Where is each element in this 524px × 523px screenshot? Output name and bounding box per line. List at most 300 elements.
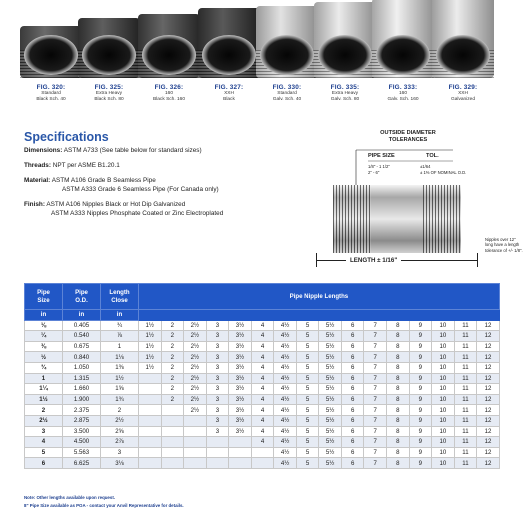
- nipple-length-cell: 6: [341, 447, 364, 458]
- nipple-length-cell: [206, 447, 229, 458]
- spec-value: NPT per ASME B1.20.1: [52, 162, 120, 169]
- tolerance-lines: [288, 128, 524, 188]
- nipple-length-cell: 3: [206, 394, 229, 405]
- nipple-length-cell: 1½: [139, 352, 162, 363]
- nipple-length-cell: [184, 447, 207, 458]
- nipple-length-cell: 2½: [184, 341, 207, 352]
- spec-label: Threads:: [24, 162, 51, 169]
- nipple-length-cell: 3½: [229, 415, 252, 426]
- nipple-length-cell: 5½: [319, 362, 342, 373]
- nipple-length-cell: 2: [161, 320, 184, 331]
- pipe-size-cell: 6: [25, 458, 63, 469]
- pipe-od-cell: 2.875: [63, 415, 101, 426]
- table-row: [25, 384, 500, 395]
- nipple-length-cell: 4½: [274, 362, 297, 373]
- nipple-length-cell: 12: [477, 331, 500, 342]
- nipple-length-cell: 1½: [139, 362, 162, 373]
- close-length-cell: ¾: [101, 320, 139, 331]
- nipple-length-cell: 4½: [274, 415, 297, 426]
- unit-cell: in: [101, 310, 139, 321]
- close-length-cell: 1⅝: [101, 384, 139, 395]
- nipple-length-cell: 6: [341, 341, 364, 352]
- nipple-length-cell: 5½: [319, 320, 342, 331]
- nipple-length-cell: [161, 426, 184, 437]
- pipe-od-cell: 0.540: [63, 331, 101, 342]
- nipple-length-cell: 2½: [184, 331, 207, 342]
- table-row: [25, 458, 500, 469]
- tolerance-value: ±1/64: [420, 164, 431, 169]
- figure-label: [372, 84, 434, 103]
- nipple-length-cell: 8: [387, 394, 410, 405]
- nipple-length-cell: [161, 458, 184, 469]
- pipe-od-cell: 5.563: [63, 447, 101, 458]
- pipe-nipple-image: [20, 26, 82, 78]
- spec-value: ASTM A106 Grade B Seamless Pipe: [51, 177, 156, 184]
- nipple-length-cell: 11: [454, 415, 477, 426]
- nipple-length-cell: 11: [454, 437, 477, 448]
- nipple-length-cell: 12: [477, 447, 500, 458]
- nipple-length-cell: 6: [341, 331, 364, 342]
- pipe-od-cell: 0.405: [63, 320, 101, 331]
- nipple-length-cell: 5: [296, 362, 319, 373]
- nipple-length-cell: 4½: [274, 352, 297, 363]
- figure-number: FIG. 333:: [388, 84, 418, 91]
- nipple-length-cell: 10: [432, 426, 455, 437]
- pipe-size-cell: ⅛: [25, 320, 63, 331]
- nipple-length-cell: 9: [409, 362, 432, 373]
- figure-desc: Galvanized: [451, 97, 475, 102]
- table-row: [25, 362, 500, 373]
- nipple-length-cell: 2½: [184, 394, 207, 405]
- nipple-length-cell: [139, 447, 162, 458]
- nipple-length-cell: 12: [477, 362, 500, 373]
- close-length-cell: 1½: [101, 373, 139, 384]
- nipple-length-cell: 10: [432, 362, 455, 373]
- pipe-size-cell: ⅜: [25, 341, 63, 352]
- nipple-length-cell: 5½: [319, 384, 342, 395]
- pipe-nipple-image: [78, 18, 140, 78]
- nipple-length-cell: 2½: [184, 384, 207, 395]
- nipple-length-cell: [229, 437, 252, 448]
- footnote: Note: Other lengths available upon request.: [24, 495, 115, 500]
- nipple-length-cell: 3: [206, 341, 229, 352]
- nipple-length-cell: 11: [454, 362, 477, 373]
- table-row: [25, 415, 500, 426]
- figure-label: [314, 84, 376, 103]
- figure-label: [256, 84, 318, 103]
- nipple-length-cell: 6: [341, 426, 364, 437]
- table-row: [25, 352, 500, 363]
- nipple-length-cell: 8: [387, 352, 410, 363]
- header-nipple-lengths: Pipe Nipple Lengths: [139, 284, 500, 310]
- pipe-nipple-image: [432, 0, 494, 78]
- nipple-length-cell: 10: [432, 405, 455, 416]
- nipple-length-cell: 2½: [184, 373, 207, 384]
- nipple-length-cell: 4: [251, 341, 274, 352]
- nipple-length-cell: 7: [364, 405, 387, 416]
- figure-desc: Extra Heavy: [331, 91, 359, 96]
- nipple-length-cell: 8: [387, 458, 410, 469]
- nipple-length-cell: 5½: [319, 373, 342, 384]
- pipe-nipple-image: [256, 6, 318, 78]
- nipple-length-cell: 11: [454, 331, 477, 342]
- nipple-length-cell: 4: [251, 362, 274, 373]
- spec-value: ASTM A106 Nipples Black or Hot Dip Galvanized: [46, 201, 186, 208]
- nipple-length-cell: 12: [477, 437, 500, 448]
- nipple-length-cell: 3: [206, 331, 229, 342]
- figure-desc: Black Sch. 160: [153, 97, 185, 102]
- nipple-length-cell: 8: [387, 405, 410, 416]
- nipple-length-cell: 8: [387, 373, 410, 384]
- nipple-length-cell: 7: [364, 447, 387, 458]
- header-pipe-od: Pipe O.D.: [63, 284, 101, 310]
- figure-desc: Galv. Sch. 160: [387, 97, 419, 102]
- spec-label: Material:: [24, 177, 51, 184]
- nipple-length-cell: 2: [161, 373, 184, 384]
- nipple-length-cell: 11: [454, 458, 477, 469]
- nipple-length-cell: [161, 415, 184, 426]
- nipple-length-cell: 5½: [319, 331, 342, 342]
- nipple-length-cell: 2: [161, 362, 184, 373]
- nipple-length-cell: 6: [341, 373, 364, 384]
- nipple-length-cell: 5: [296, 320, 319, 331]
- nipple-length-cell: 12: [477, 373, 500, 384]
- nipple-length-cell: 9: [409, 415, 432, 426]
- figure-desc: Extra Heavy: [95, 91, 123, 96]
- nipple-length-cell: 4: [251, 405, 274, 416]
- nipple-length-cell: 9: [409, 384, 432, 395]
- nipple-length-cell: [206, 458, 229, 469]
- table-body: [25, 320, 500, 468]
- nipple-length-cell: 5: [296, 352, 319, 363]
- nipple-length-cell: 2: [161, 394, 184, 405]
- nipple-length-cell: 10: [432, 320, 455, 331]
- nipple-length-cell: 6: [341, 384, 364, 395]
- pipe-od-cell: 0.840: [63, 352, 101, 363]
- close-length-cell: 2⅞: [101, 437, 139, 448]
- table-row: [25, 394, 500, 405]
- figure-desc: XXH: [224, 91, 234, 96]
- spec-label: Dimensions:: [24, 147, 63, 154]
- nipple-length-cell: 10: [432, 458, 455, 469]
- figure-desc: Black: [223, 97, 235, 102]
- figure-desc: Galv. Sch. 40: [272, 97, 302, 102]
- nipple-length-cell: 12: [477, 320, 500, 331]
- nipple-length-cell: 3: [206, 373, 229, 384]
- nipple-length-cell: 10: [432, 341, 455, 352]
- nipple-length-cell: 4½: [274, 458, 297, 469]
- nipple-length-cell: 4½: [274, 394, 297, 405]
- pipe-od-cell: 6.625: [63, 458, 101, 469]
- nipple-length-cell: 2½: [184, 320, 207, 331]
- nipple-length-cell: 3: [206, 384, 229, 395]
- pipe-size-cell: 1½: [25, 394, 63, 405]
- nipple-length-cell: 3½: [229, 331, 252, 342]
- table-row: [25, 373, 500, 384]
- nipple-length-cell: 8: [387, 341, 410, 352]
- nipple-length-cell: 4½: [274, 373, 297, 384]
- nipple-length-cell: 5: [296, 331, 319, 342]
- pipe-od-cell: 1.900: [63, 394, 101, 405]
- pipe-nipple-image: [198, 8, 260, 78]
- col-tolerance: TOL.: [426, 153, 439, 159]
- nipple-length-cell: 3: [206, 405, 229, 416]
- pipe-size-cell: ½: [25, 352, 63, 363]
- nipple-length-cell: 11: [454, 384, 477, 395]
- nipple-length-cell: 5½: [319, 405, 342, 416]
- nipple-length-cell: 5: [296, 373, 319, 384]
- footnote: 8" Pipe Size available as POA - contact your Anvil Representative for details.: [24, 503, 184, 508]
- nipple-length-cell: 9: [409, 447, 432, 458]
- figure-desc: Standard: [277, 91, 297, 96]
- nipple-length-cell: 6: [341, 352, 364, 363]
- close-length-cell: 2: [101, 405, 139, 416]
- nipple-length-cell: 7: [364, 362, 387, 373]
- nipple-length-cell: 2½: [184, 352, 207, 363]
- nipple-length-cell: 5: [296, 341, 319, 352]
- close-length-cell: 3: [101, 447, 139, 458]
- nipple-length-cell: [229, 447, 252, 458]
- nipple-length-cell: 4: [251, 426, 274, 437]
- nipple-length-cell: 8: [387, 362, 410, 373]
- nipple-length-cell: 7: [364, 394, 387, 405]
- nipple-length-cell: [251, 447, 274, 458]
- diagram-title: TOLERANCES: [388, 137, 428, 143]
- pipe-od-cell: 3.500: [63, 426, 101, 437]
- nipple-length-cell: 10: [432, 373, 455, 384]
- nipple-length-cell: 4½: [274, 405, 297, 416]
- nipple-drawing: [333, 185, 461, 253]
- nipple-length-cell: 3: [206, 352, 229, 363]
- figure-label: [138, 84, 200, 103]
- nipple-length-cell: 2½: [184, 405, 207, 416]
- nipple-length-cell: [139, 373, 162, 384]
- nipple-length-cell: 8: [387, 331, 410, 342]
- nipple-length-cell: 9: [409, 341, 432, 352]
- table-row: [25, 405, 500, 416]
- nipple-length-cell: 11: [454, 320, 477, 331]
- nipple-length-cell: 2: [161, 352, 184, 363]
- nipple-length-cell: 9: [409, 458, 432, 469]
- nipple-length-cell: 3½: [229, 320, 252, 331]
- nipple-length-cell: 4: [251, 373, 274, 384]
- spec-label: Finish:: [24, 201, 45, 208]
- table-row: [25, 320, 500, 331]
- nipple-length-cell: 7: [364, 415, 387, 426]
- close-length-cell: 1⅜: [101, 362, 139, 373]
- nipple-length-cell: 7: [364, 437, 387, 448]
- nipple-length-cell: [139, 458, 162, 469]
- nipple-length-cell: 5½: [319, 394, 342, 405]
- nipple-length-cell: 1½: [139, 320, 162, 331]
- nipple-length-cell: 6: [341, 405, 364, 416]
- nipple-length-cell: 8: [387, 415, 410, 426]
- nipple-length-cell: 3: [206, 415, 229, 426]
- nipple-length-cell: 1½: [139, 331, 162, 342]
- pipe-od-cell: 1.660: [63, 384, 101, 395]
- nipple-length-cell: 4: [251, 437, 274, 448]
- nipple-length-cell: 12: [477, 341, 500, 352]
- nipple-length-cell: 11: [454, 447, 477, 458]
- nipple-length-cell: 4: [251, 331, 274, 342]
- nipple-length-cell: [161, 437, 184, 448]
- close-length-cell: 1¾: [101, 394, 139, 405]
- nipple-length-cell: 4½: [274, 384, 297, 395]
- figure-number: FIG. 327:: [214, 84, 244, 91]
- unit-cell: in: [25, 310, 63, 321]
- product-photo: [20, 0, 498, 84]
- nipple-length-cell: 7: [364, 352, 387, 363]
- nipple-length-cell: 11: [454, 373, 477, 384]
- nipple-length-cell: [161, 405, 184, 416]
- nipple-length-cell: 3½: [229, 384, 252, 395]
- nipple-length-cell: 3½: [229, 362, 252, 373]
- figure-number: FIG. 330:: [272, 84, 302, 91]
- pipe-size-cell: 4: [25, 437, 63, 448]
- spec-value: ASTM A333 Nipples Phosphate Coated or Zinc Electroplated: [51, 210, 224, 217]
- nipple-length-cell: [206, 437, 229, 448]
- nipple-length-cell: 10: [432, 415, 455, 426]
- nipple-length-cell: 5½: [319, 352, 342, 363]
- nipple-length-cell: 5: [296, 447, 319, 458]
- nipple-length-cell: 5½: [319, 341, 342, 352]
- unit-cell: in: [63, 310, 101, 321]
- nipple-length-cell: [251, 458, 274, 469]
- tolerance-size: 2" - 6": [368, 170, 380, 175]
- tolerance-size: 1/8" - 1 1/2": [368, 164, 390, 169]
- nipple-length-cell: 6: [341, 320, 364, 331]
- nipple-length-cell: 11: [454, 426, 477, 437]
- nipple-length-cell: 5: [296, 384, 319, 395]
- tolerance-diagram: [288, 128, 524, 278]
- nipple-length-cell: [184, 458, 207, 469]
- nipple-length-cell: 9: [409, 394, 432, 405]
- nipple-length-cell: 12: [477, 352, 500, 363]
- nipple-length-cell: 9: [409, 331, 432, 342]
- pipe-nipple-image: [314, 2, 376, 78]
- pipe-nipple-image: [138, 14, 200, 78]
- figure-label: [198, 84, 260, 103]
- nipple-length-cell: 11: [454, 341, 477, 352]
- nipple-length-cell: 3½: [229, 394, 252, 405]
- nipple-length-cell: 12: [477, 415, 500, 426]
- pipe-size-cell: ¼: [25, 331, 63, 342]
- nipple-length-cell: 11: [454, 394, 477, 405]
- figure-desc: Galv. Sch. 80: [330, 97, 360, 102]
- figure-desc: Black Sch. 40: [36, 97, 66, 102]
- pipe-size-cell: ¾: [25, 362, 63, 373]
- nipple-length-cell: 6: [341, 415, 364, 426]
- nipple-length-cell: 4½: [274, 437, 297, 448]
- table-row: [25, 447, 500, 458]
- nipple-length-cell: 3½: [229, 426, 252, 437]
- diagram-title: OUTSIDE DIAMETER: [380, 130, 436, 136]
- nipple-length-cell: 12: [477, 405, 500, 416]
- nipple-length-cell: 4: [251, 384, 274, 395]
- pipe-size-cell: 5: [25, 447, 63, 458]
- nipple-length-cell: 5½: [319, 426, 342, 437]
- nipple-length-cell: [139, 405, 162, 416]
- nipple-length-cell: 6: [341, 437, 364, 448]
- nipple-length-cell: 5: [296, 394, 319, 405]
- figure-desc: 160: [164, 91, 173, 96]
- pipe-od-cell: 1.050: [63, 362, 101, 373]
- nipple-length-cell: 11: [454, 405, 477, 416]
- nipple-length-cell: [139, 415, 162, 426]
- nipple-length-cell: 10: [432, 437, 455, 448]
- nipple-length-cell: 9: [409, 437, 432, 448]
- nipple-length-cell: 3½: [229, 405, 252, 416]
- close-length-cell: 2⅝: [101, 426, 139, 437]
- figure-number: FIG. 325:: [94, 84, 124, 91]
- nipple-length-cell: 2: [161, 341, 184, 352]
- table-row: [25, 341, 500, 352]
- nipple-length-cell: 10: [432, 331, 455, 342]
- pipe-size-cell: 3: [25, 426, 63, 437]
- length-note: Nipples over 12" long have a length tolerance of +/- 1/8".: [485, 237, 523, 253]
- figure-label: [78, 84, 140, 103]
- nipple-length-cell: 10: [432, 394, 455, 405]
- figure-number: FIG. 320:: [36, 84, 66, 91]
- nipple-length-cell: 8: [387, 320, 410, 331]
- nipple-length-cell: 2: [161, 384, 184, 395]
- close-length-cell: 2½: [101, 415, 139, 426]
- nipple-length-cell: [139, 384, 162, 395]
- nipple-length-cell: 4½: [274, 426, 297, 437]
- nipple-length-cell: 5½: [319, 437, 342, 448]
- header-length-close: Length Close: [101, 284, 139, 310]
- nipple-length-cell: 6: [341, 458, 364, 469]
- nipple-length-cell: 4½: [274, 447, 297, 458]
- nipple-length-cell: 12: [477, 458, 500, 469]
- nipple-length-cell: 5: [296, 437, 319, 448]
- header-pipe-size: Pipe Size: [25, 284, 63, 310]
- figure-desc: Black Sch. 80: [94, 97, 124, 102]
- nipple-length-cell: 2½: [184, 362, 207, 373]
- nipple-length-cell: 5½: [319, 415, 342, 426]
- nipple-length-cell: [184, 426, 207, 437]
- nipple-length-cell: 7: [364, 384, 387, 395]
- nipple-length-cell: 12: [477, 426, 500, 437]
- nipple-length-cell: 2: [161, 331, 184, 342]
- nipple-length-cell: 5: [296, 415, 319, 426]
- nipple-length-cell: 4: [251, 394, 274, 405]
- nipple-length-cell: [139, 426, 162, 437]
- col-pipe-size: PIPE SIZE: [368, 153, 395, 159]
- nipple-length-cell: 9: [409, 373, 432, 384]
- nipple-length-cell: 3: [206, 320, 229, 331]
- nipple-length-cell: [161, 447, 184, 458]
- nipple-length-cell: 1½: [139, 341, 162, 352]
- pipe-size-cell: 1: [25, 373, 63, 384]
- nipple-length-cell: 6: [341, 362, 364, 373]
- nipple-length-cell: 4½: [274, 320, 297, 331]
- nipple-length-cell: 8: [387, 426, 410, 437]
- pipe-size-cell: 2: [25, 405, 63, 416]
- nipple-length-cell: 7: [364, 458, 387, 469]
- table-row: [25, 426, 500, 437]
- nipple-length-cell: 10: [432, 352, 455, 363]
- nipple-length-cell: 8: [387, 437, 410, 448]
- nipple-length-cell: 5: [296, 458, 319, 469]
- nipple-length-cell: 7: [364, 426, 387, 437]
- close-length-cell: ⅞: [101, 331, 139, 342]
- figure-labels: [20, 84, 498, 114]
- nipple-length-cell: 3: [206, 362, 229, 373]
- nipple-length-cell: 4½: [274, 331, 297, 342]
- pipe-nipple-image: [372, 0, 434, 78]
- nipple-length-cell: 12: [477, 384, 500, 395]
